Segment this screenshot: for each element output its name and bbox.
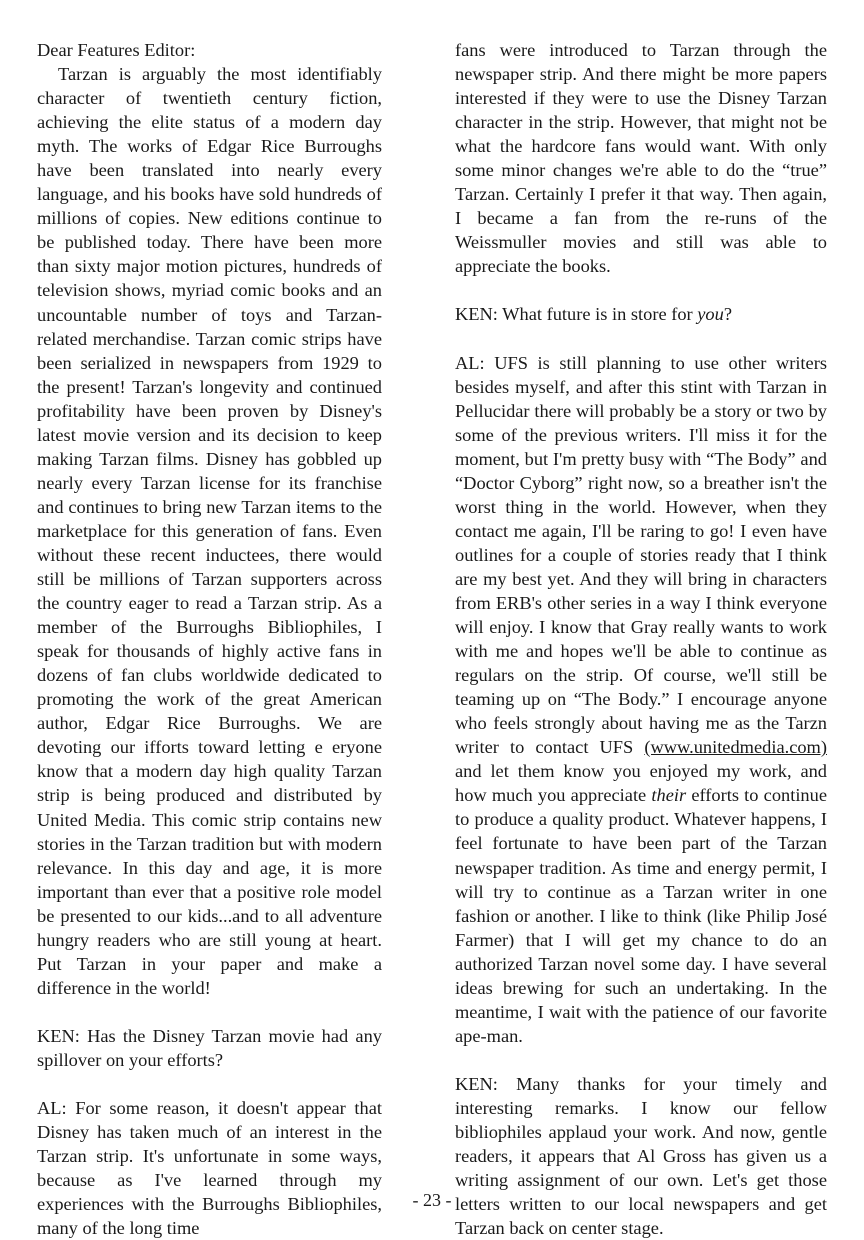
interview-question-disney: KEN: Has the Disney Tarzan movie had any spillover on your efforts? — [37, 1025, 382, 1070]
interview-answer-disney: AL: For some reason, it doesn't appear that Disney has taken much of an interest in the Tarzan strip. It's unfortunate in some ways, because as I've learned through my experiences with the Burroughs Bibliophiles, many of the long time — [37, 1097, 382, 1239]
right-column — [455, 38, 827, 1240]
question-text: KEN: What future is in store for — [455, 304, 698, 325]
letter-salutation: Dear Features Editor: — [37, 40, 196, 60]
answer-text: efforts to continue to produce a quality product. Whatever happens, I feel fortunate to have been part of the Tarzan newspaper tradition. As time and energy permit, I will try to continue as a Tarzan writer in one fashion or another. I like to think (like Philip José Farmer) that I will get my chance to do an authorized Tarzan novel some day. I have several ideas brewing for such an undertaking. In the meantime, I wait with the patience of our favorite ape-man. — [455, 785, 827, 1046]
interview-answer-continued: fans were introduced to Tarzan through the newspaper strip. And there might be more papers interested if they were to use the Disney Tarzan character in the strip. However, that might not be what the hardcore fans would want. With only some minor changes we're able to do the “true” Tarzan. Certainly I prefer it that way. Then again, I became a fan from the re-runs of the Weissmuller movies and still was able to appreciate the books. — [455, 40, 827, 277]
interview-closing: KEN: Many thanks for your timely and interesting remarks. I know our fellow bibliophiles applaud your work. And now, gentle readers, it appears that Al Gross has given us a writing assignment of our own. Let's get those letters written to our local newspapers and get Tarzan back on center stage. — [455, 1073, 827, 1239]
letter-body: Tarzan is arguably the most identifiably character of twentieth century fiction, achieving the elite status of a modern day myth. The works of Edgar Rice Burroughs have been translated into nearly every language, and his books have sold hundreds of millions of copies. New editions continue to be published today. There have been more than sixty major motion pictures, hundreds of television shows, myriad comic books and an uncountable number of toys and Tarzan-related merchandise. Tarzan comic strips have been serialized in newspapers from 1929 to the present! Tarzan's longevity and continued profitability have been proven by Disney's latest movie version and its decision to keep making Tarzan films. Disney has gobbled up nearly every Tarzan license for its franchise and continues to bring new Tarzan items to the marketplace for this generation of fans. Even without these recent inductees, there would still be millions of Tarzan supporters across the country eager to read a Tarzan strip. As a member of the Burroughs Bibliophiles, I speak for thousands of highly active fans in dozens of fan clubs worldwide dedicated to promoting the work of the great American author, Edgar Rice Burroughs. We are devoting our ifforts toward letting e eryone know that a modern day high quality Tarzan strip is being produced and distributed by United Media. This comic strip contains new stories in the Tarzan tradition but with modern relevance. In this day and age, it is more important than ever that a positive role model be presented to our kids...and to all adventure hungry readers who are still young at heart. Put Tarzan in your paper and make a difference in the world! — [37, 64, 382, 998]
website-link[interactable]: (www.unitedmedia.com) — [644, 737, 827, 758]
left-column — [37, 38, 382, 1240]
question-emphasis: you — [697, 304, 724, 325]
interview-answer-future — [455, 351, 827, 1048]
question-mark: ? — [723, 304, 732, 325]
answer-text: and let them know you enjoyed my work, and how much you appreciate — [455, 761, 827, 806]
page-number: - 23 - — [412, 1190, 452, 1210]
answer-emphasis: their — [651, 785, 687, 806]
interview-question-future — [455, 302, 827, 326]
answer-text: AL: UFS is still planning to use other writers besides myself, and after this stint with Tarzan in Pellucidar there will probably be a story or two by some of the previous writers. I'll miss it for the moment, but I'm pretty busy with “The Body” and “Doctor Cyborg” right now, so a breather isn't the worst thing in the world. However, when they contact me again, I'll be raring to go! I even have outlines for a couple of stories ready that I think are my best yet. And they will bring in characters from ERB's other series in a way I think everyone will enjoy. I know that Gray really wants to work with me and hopes we'll be able to continue as regulars on the strip. Of course, we'll still be teaming up on “The Body.” I encourage anyone who feels strongly about having me as the Tarzn writer to contact UFS — [455, 352, 827, 758]
